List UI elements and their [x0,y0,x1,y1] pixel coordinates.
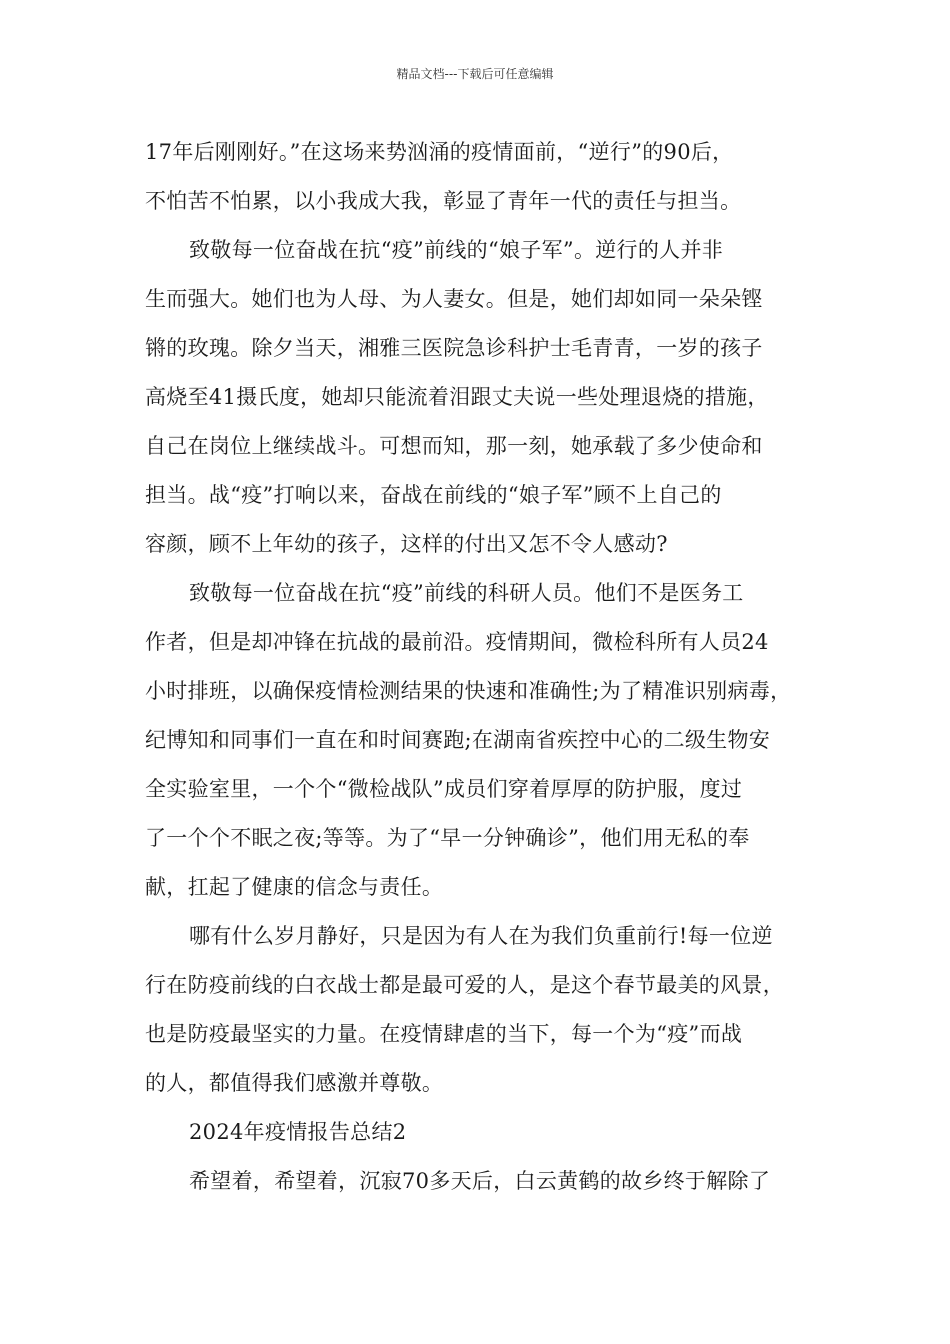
text-line: 不怕苦不怕累，以小我成大我，彰显了青年一代的责任与担当。 [145,189,742,213]
text-line: 高烧至41摄氏度，她却只能流着泪跟丈夫说一些处理退烧的措施， [145,385,769,409]
paragraph-start-line: 哪有什么岁月静好，只是因为有人在为我们负重前行!每一位逆 [189,924,773,948]
text-line: 献，扛起了健康的信念与责任。 [145,875,444,899]
text-line: 了一个个不眠之夜;等等。为了“早一分钟确诊”，他们用无私的奉 [145,826,750,850]
text-line: 生而强大。她们也为人母、为人妻女。但是，她们却如同一朵朵铿 [145,287,763,311]
paragraph-start-line: 致敬每一位奋战在抗“疫”前线的“娘子军”。逆行的人并非 [189,238,724,262]
text-line: 全实验室里，一个个“微检战队”成员们穿着厚厚的防护服，度过 [145,777,743,801]
page-header: 精品文档---下载后可任意编辑 [396,67,554,81]
text-line: 担当。战“疫”打响以来，奋战在前线的“娘子军”顾不上自己的 [145,483,722,507]
text-line: 行在防疫前线的白衣战士都是最可爱的人，是这个春节最美的风景， [145,973,784,997]
document-body [145,128,817,1206]
text-line: 自己在岗位上继续战斗。可想而知，那一刻，她承载了多少使命和 [145,434,763,458]
text-line: 小时排班，以确保疫情检测结果的快速和准确性;为了精准识别病毒， [145,679,792,703]
text-line: 锵的玫瑰。除夕当天，湘雅三医院急诊科护士毛青青，一岁的孩子 [145,336,763,360]
text-line: 作者，但是却冲锋在抗战的最前沿。疫情期间，微检科所有人员24 [145,630,769,654]
text-line: 的人，都值得我们感激并尊敬。 [145,1071,444,1095]
text-line: 纪博知和同事们一直在和时间赛跑;在湖南省疾控中心的二级生物安 [145,728,771,752]
paragraph-start-line: 致敬每一位奋战在抗“疫”前线的科研人员。他们不是医务工 [189,581,744,605]
paragraph-start-line: 希望着，希望着，沉寂70多天后，白云黄鹤的故乡终于解除了 [189,1169,771,1193]
section-heading: 2024年疫情报告总结2 [189,1120,407,1144]
text-line: 也是防疫最坚实的力量。在疫情肆虐的当下，每一个为“疫”而战 [145,1022,743,1046]
text-line: 17年后刚刚好。”在这场来势汹涌的疫情面前，“逆行”的90后， [145,140,734,164]
text-line: 容颜，顾不上年幼的孩子，这样的付出又怎不令人感动? [145,532,668,556]
